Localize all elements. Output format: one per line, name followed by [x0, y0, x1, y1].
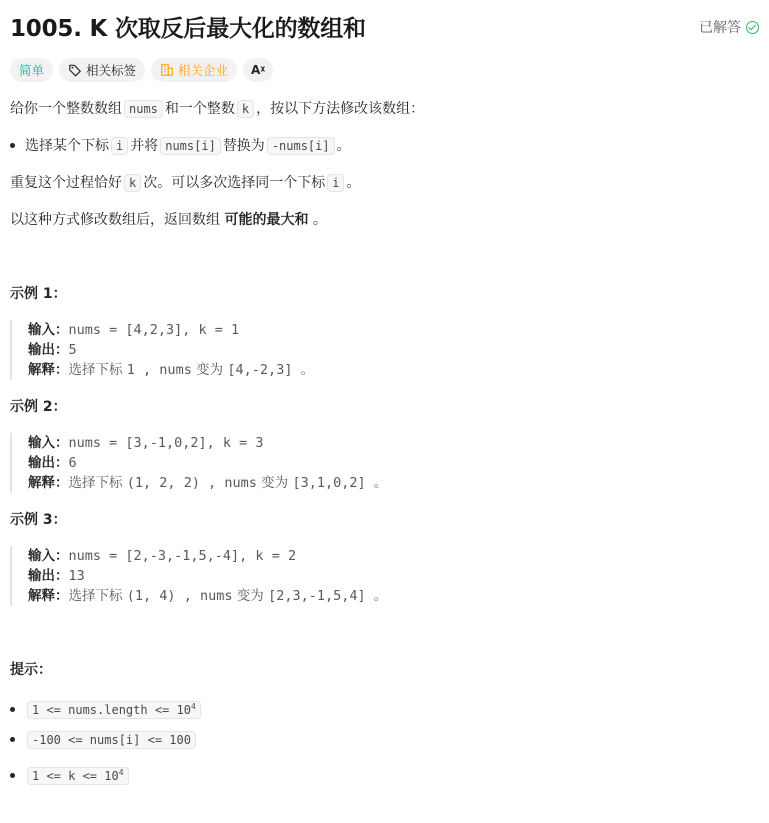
related-companies-button[interactable]: [151, 58, 237, 82]
problem-header: [10, 8, 759, 44]
example-3-block: 输入：nums = [2,-3,-1,5,-4], k = 2 输出：13 解释：选择下标 (1, 4) , nums 变为 [2,3,-1,5,4] 。: [10, 546, 387, 606]
inline-code: nums: [124, 100, 163, 118]
bullet-dot: [10, 707, 15, 712]
related-companies-label: 相关企业: [178, 63, 229, 78]
tag-bar: [10, 58, 273, 82]
bullet-dot: [10, 737, 15, 742]
constraint-code: 1 <= nums.length <= $10^4$: [27, 701, 201, 719]
inline-code: nums[i]: [160, 137, 221, 155]
tag-icon: [68, 63, 82, 77]
inline-code: -nums[i]: [267, 137, 335, 155]
constraints-title: 提示：: [10, 662, 52, 678]
example-3-title: 示例 3：: [10, 512, 67, 528]
example-output: 13: [68, 568, 85, 584]
related-tags-button[interactable]: [59, 58, 145, 82]
example-2-title: 示例 2：: [10, 399, 67, 415]
constraint-item: [10, 696, 203, 721]
constraint-code: -100 <= nums[i] <= 100: [27, 731, 196, 749]
constraint-code: $1 <= k <= 10^4$: [27, 767, 129, 785]
constraint-item: [10, 762, 131, 787]
inline-code: i: [111, 137, 128, 155]
inline-code: i: [327, 174, 344, 192]
example-input: nums = [3,-1,0,2], k = 3: [68, 435, 264, 451]
building-icon: [160, 63, 174, 77]
description-paragraph-3: 以这种方式修改数组后，返回数组 可能的最大和 。: [10, 212, 327, 228]
example-2-block: 输入：nums = [3,-1,0,2], k = 3 输出：6 解释：选择下标 (1, 2, 2) , nums 变为 [3,1,0,2] 。: [10, 433, 387, 493]
bullet-dot: [10, 143, 15, 148]
bullet-dot: [10, 773, 15, 778]
problem-title[interactable]: 1005. K 次取反后最大化的数组和: [10, 16, 366, 42]
example-output: 5: [68, 342, 77, 358]
inline-code: k: [124, 174, 141, 192]
solved-status: [699, 17, 759, 37]
example-1-title: 示例 1：: [10, 286, 67, 302]
translate-button[interactable]: [243, 58, 273, 82]
solved-label: 已解答: [699, 20, 741, 36]
inline-code: k: [237, 100, 254, 118]
translate-icon: Aᵡ: [251, 63, 266, 77]
difficulty-label: 简单: [19, 63, 45, 78]
description-paragraph-2: 重复这个过程恰好 k 次。可以多次选择同一个下标 i 。: [10, 175, 361, 191]
description-bullet: 选择某个下标 i 并将 nums[i] 替换为 -nums[i] 。: [10, 135, 351, 157]
example-output: 6: [68, 455, 77, 471]
constraint-item: [10, 729, 198, 751]
difficulty-badge: [10, 58, 53, 82]
related-tags-label: 相关标签: [86, 63, 137, 78]
description-paragraph-1: 给你一个整数数组 nums 和一个整数 k ，按以下方法修改该数组：: [10, 101, 425, 117]
check-circle-icon: [746, 21, 759, 34]
example-input: nums = [2,-3,-1,5,-4], k = 2: [68, 548, 297, 564]
example-1-block: 输入：nums = [4,2,3], k = 1 输出：5 解释：选择下标 1 , nums 变为 [4,-2,3] 。: [10, 320, 314, 380]
example-input: nums = [4,2,3], k = 1: [68, 322, 240, 338]
